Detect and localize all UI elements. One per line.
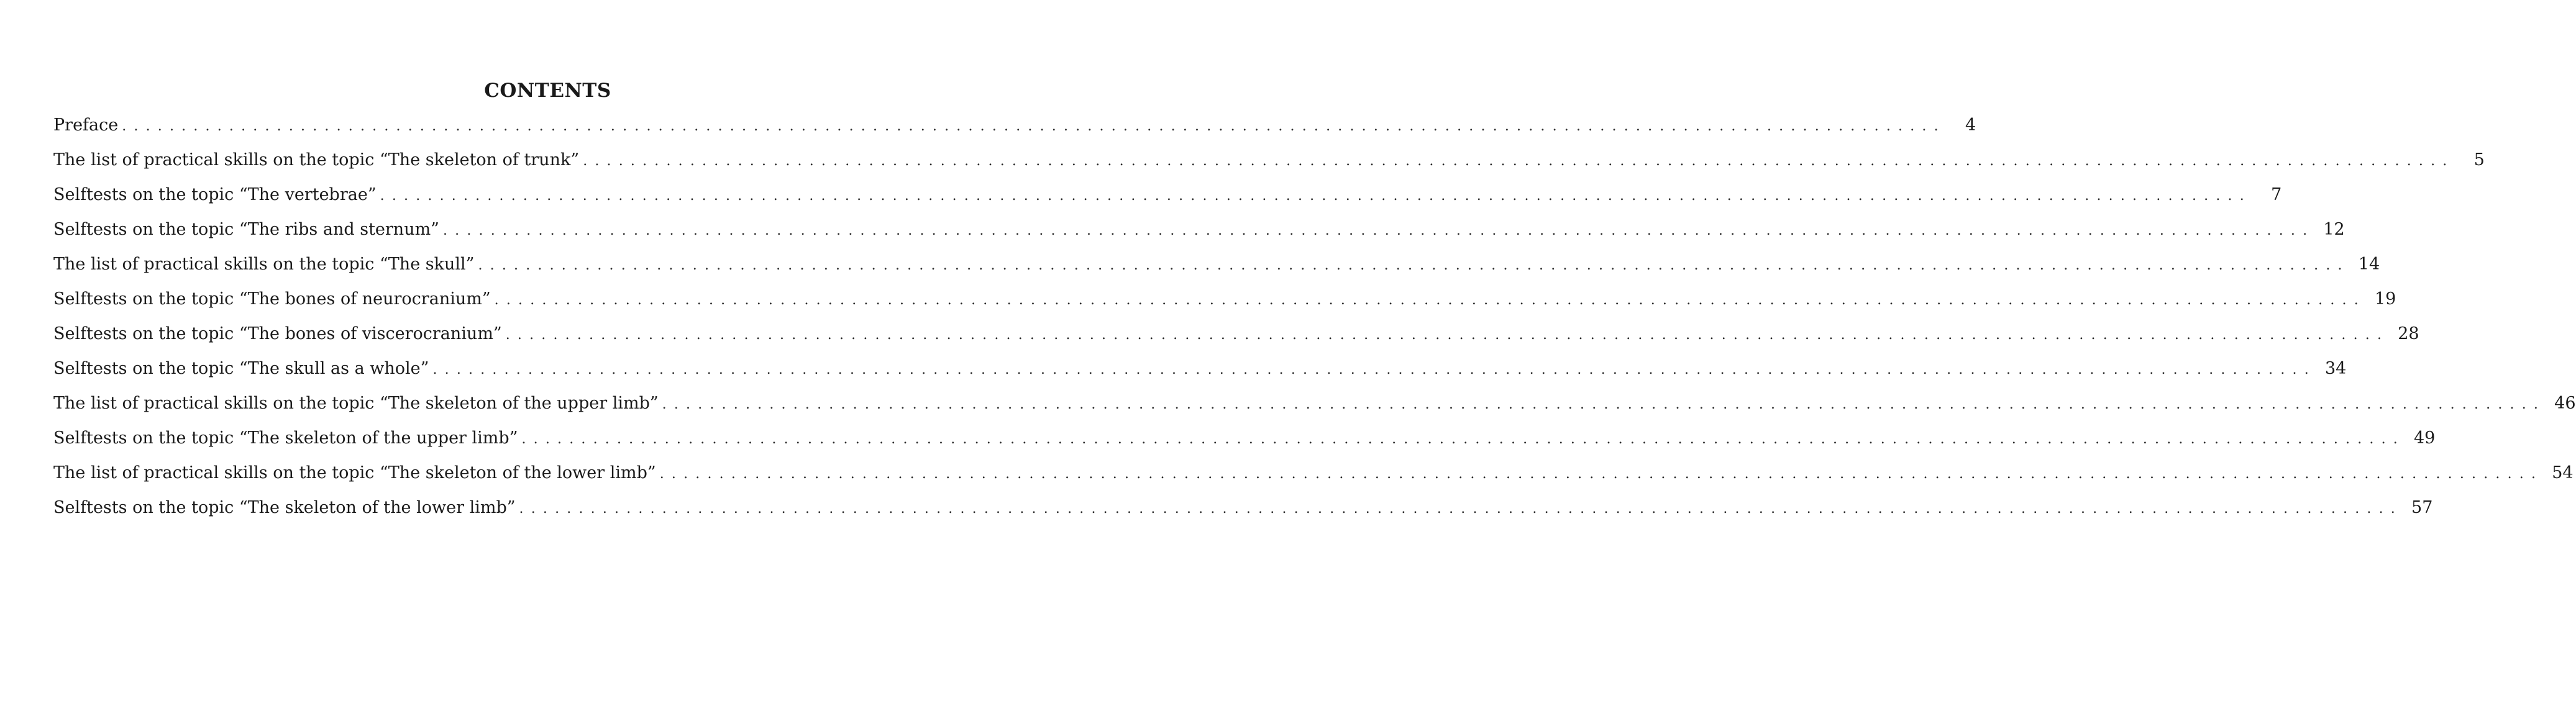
dot-leader: . . . . . . . . . . . . . . . . . . . . . . . . . . . . . . . . . . . . . . . . . . . . . . . . . . . . . . . . . . . . . . . . . . . . . . . . . . . . . . . . . . . . . . . . . . . . . . . . . . . . . . . . . . . . . . . . . . . . . . . . . . . . . . . . . . . . . . . . . . . . . . . . . . . . . . . . . <box>122 119 1940 134</box>
toc-page-number: 28 <box>2398 324 2419 343</box>
dot-leader: . . . . . . . . . . . . . . . . . . . . . . . . . . . . . . . . . . . . . . . . . . . . . . . . . . . . . . . . . . . . . . . . . . . . . . . . . . . . . . . . . . . . . . . . . . . . . . . . . . . . . . . . . . . . . . . . . . . . . . . . . . . . . . . . . . . . . . . . . . . . . . . . . . . . . . . . . . . . . . <box>662 397 2540 412</box>
toc-entry-selftests-neurocranium[interactable] <box>53 287 2396 312</box>
toc-entry-skills-trunk[interactable] <box>53 148 2485 173</box>
toc-page-number: 46 <box>2554 394 2576 413</box>
toc-entry-preface[interactable] <box>53 113 1976 138</box>
toc-page-number: 14 <box>2358 255 2380 274</box>
toc-page-number: 5 <box>2473 150 2485 170</box>
toc-entry-label: The list of practical skills on the topic “The skeleton of the upper limb” <box>53 394 659 413</box>
toc-entry-selftests-ribs[interactable] <box>53 217 2345 242</box>
toc-page-number: 57 <box>2411 498 2433 517</box>
dot-leader: . . . . . . . . . . . . . . . . . . . . . . . . . . . . . . . . . . . . . . . . . . . . . . . . . . . . . . . . . . . . . . . . . . . . . . . . . . . . . . . . . . . . . . . . . . . . . . . . . . . . . . . . . . . . . . . . . . . . . . . . . . . . . . . . . . . . . . . . . . . . . . . . . . . . . . . . . . . . . <box>583 153 2449 169</box>
dot-leader: . . . . . . . . . . . . . . . . . . . . . . . . . . . . . . . . . . . . . . . . . . . . . . . . . . . . . . . . . . . . . . . . . . . . . . . . . . . . . . . . . . . . . . . . . . . . . . . . . . . . . . . . . . . . . . . . . . . . . . . . . . . . . . . . . . . . . . . . . . . . . . . . . . . . . . . . . . . . . . <box>521 432 2400 447</box>
toc-entry-selftests-viscerocranium[interactable] <box>53 322 2419 346</box>
toc-entry-selftests-upper-limb[interactable] <box>53 426 2436 451</box>
toc-page-number: 19 <box>2374 289 2396 309</box>
toc-entry-label: Selftests on the topic “The skull as a whole” <box>53 359 429 378</box>
toc-entry-skills-lower-limb[interactable] <box>53 461 2574 486</box>
toc-page-number: 12 <box>2323 220 2345 239</box>
toc-entry-label: Selftests on the topic “The ribs and sternum” <box>53 220 439 239</box>
dot-leader: . . . . . . . . . . . . . . . . . . . . . . . . . . . . . . . . . . . . . . . . . . . . . . . . . . . . . . . . . . . . . . . . . . . . . . . . . . . . . . . . . . . . . . . . . . . . . . . . . . . . . . . . . . . . . . . . . . . . . . . . . . . . . . . . . . . . . . . . . . . . . . . . . . . . . . . . . . . . . . <box>519 501 2397 517</box>
toc-page-number: 34 <box>2324 359 2347 378</box>
toc-entry-label: Selftests on the topic “The bones of viscerocranium” <box>53 324 502 343</box>
toc-entry-label: Selftests on the topic “The skeleton of the lower limb” <box>53 498 516 517</box>
toc-entry-label: The list of practical skills on the topic “The skull” <box>53 255 475 274</box>
toc-page-number: 49 <box>2413 428 2436 448</box>
dot-leader: . . . . . . . . . . . . . . . . . . . . . . . . . . . . . . . . . . . . . . . . . . . . . . . . . . . . . . . . . . . . . . . . . . . . . . . . . . . . . . . . . . . . . . . . . . . . . . . . . . . . . . . . . . . . . . . . . . . . . . . . . . . . . . . . . . . . . . . . . . . . . . . . . . . . . . . . . . . . . . <box>659 466 2537 482</box>
toc-entry-selftests-skull-whole[interactable] <box>53 356 2347 381</box>
dot-leader: . . . . . . . . . . . . . . . . . . . . . . . . . . . . . . . . . . . . . . . . . . . . . . . . . . . . . . . . . . . . . . . . . . . . . . . . . . . . . . . . . . . . . . . . . . . . . . . . . . . . . . . . . . . . . . . . . . . . . . . . . . . . . . . . . . . . . . . . . . . . . . . . . . . . . . . . . . . . . . <box>505 327 2383 343</box>
toc-page-number: 4 <box>1965 115 1976 135</box>
toc-entry-label: Preface <box>53 115 119 135</box>
dot-leader: . . . . . . . . . . . . . . . . . . . . . . . . . . . . . . . . . . . . . . . . . . . . . . . . . . . . . . . . . . . . . . . . . . . . . . . . . . . . . . . . . . . . . . . . . . . . . . . . . . . . . . . . . . . . . . . . . . . . . . . . . . . . . . . . . . . . . . . . . . . . . . . . . . . . . . . . . . . . . . <box>432 362 2311 378</box>
toc-entry-skills-upper-limb[interactable] <box>53 391 2576 416</box>
toc-entry-skills-skull[interactable] <box>53 252 2380 277</box>
toc-page-number: 54 <box>2552 463 2574 482</box>
toc-entry-label: Selftests on the topic “The vertebrae” <box>53 185 377 204</box>
page-title: CONTENTS <box>484 79 611 102</box>
toc-entry-label: Selftests on the topic “The skeleton of the upper limb” <box>53 428 518 448</box>
dot-leader: . . . . . . . . . . . . . . . . . . . . . . . . . . . . . . . . . . . . . . . . . . . . . . . . . . . . . . . . . . . . . . . . . . . . . . . . . . . . . . . . . . . . . . . . . . . . . . . . . . . . . . . . . . . . . . . . . . . . . . . . . . . . . . . . . . . . . . . . . . . . . . . . . . . . . . . . . . . . . <box>380 188 2246 204</box>
toc-entry-label: The list of practical skills on the topic “The skeleton of trunk” <box>53 150 580 170</box>
toc-page-number: 7 <box>2271 185 2282 204</box>
toc-entry-selftests-vertebrae[interactable] <box>53 183 2282 207</box>
dot-leader: . . . . . . . . . . . . . . . . . . . . . . . . . . . . . . . . . . . . . . . . . . . . . . . . . . . . . . . . . . . . . . . . . . . . . . . . . . . . . . . . . . . . . . . . . . . . . . . . . . . . . . . . . . . . . . . . . . . . . . . . . . . . . . . . . . . . . . . . . . . . . . . . . . . . . . . . . . . . . <box>443 223 2309 238</box>
dot-leader: . . . . . . . . . . . . . . . . . . . . . . . . . . . . . . . . . . . . . . . . . . . . . . . . . . . . . . . . . . . . . . . . . . . . . . . . . . . . . . . . . . . . . . . . . . . . . . . . . . . . . . . . . . . . . . . . . . . . . . . . . . . . . . . . . . . . . . . . . . . . . . . . . . . . . . . . . . . . . <box>478 258 2344 273</box>
toc-entry-label: The list of practical skills on the topic “The skeleton of the lower limb” <box>53 463 656 482</box>
toc-entry-selftests-lower-limb[interactable] <box>53 495 2433 520</box>
toc-entry-label: Selftests on the topic “The bones of neurocranium” <box>53 289 491 309</box>
dot-leader: . . . . . . . . . . . . . . . . . . . . . . . . . . . . . . . . . . . . . . . . . . . . . . . . . . . . . . . . . . . . . . . . . . . . . . . . . . . . . . . . . . . . . . . . . . . . . . . . . . . . . . . . . . . . . . . . . . . . . . . . . . . . . . . . . . . . . . . . . . . . . . . . . . . . . . . . . . . . . <box>494 292 2360 308</box>
